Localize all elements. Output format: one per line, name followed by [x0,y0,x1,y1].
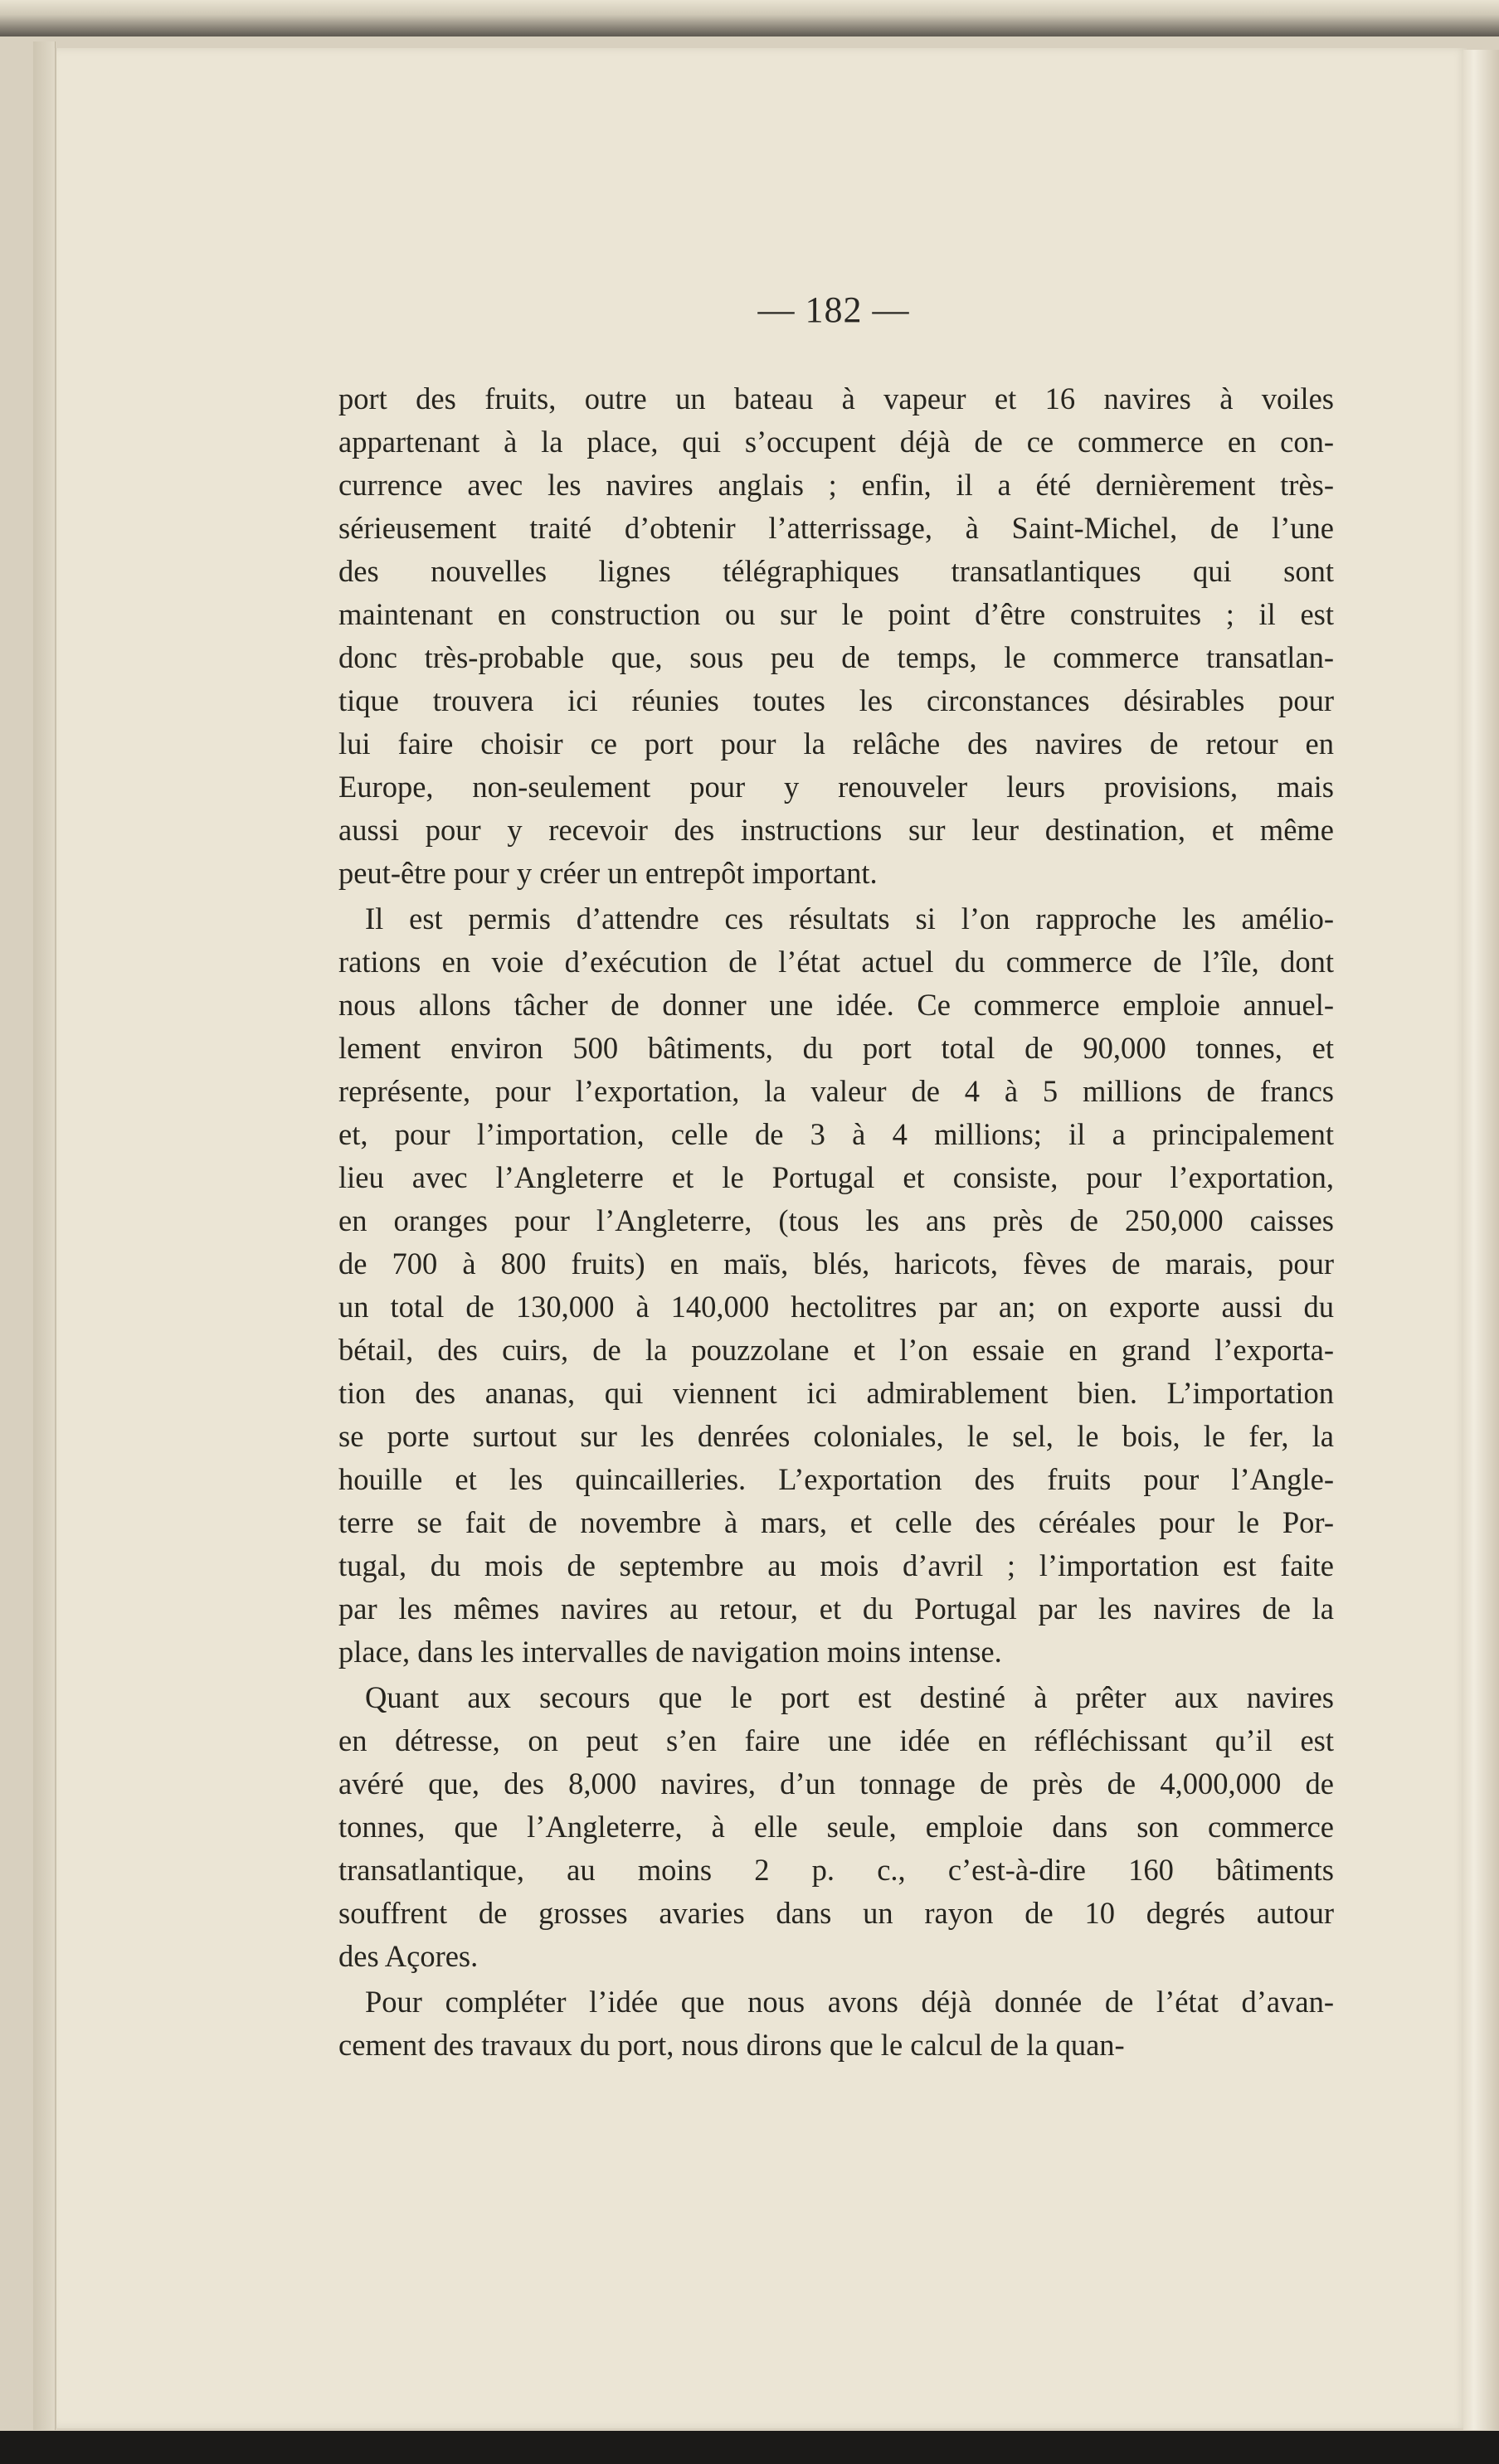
text-line: terre se fait de novembre à mars, et celle des céréales pour le Por- [338,1505,1334,1539]
scan-bottom-edge [0,2431,1499,2464]
page-number: — 182 — [757,289,910,330]
page-edge-left [33,41,56,2430]
text-line: lement environ 500 bâtiments, du port total de 90,000 tonnes, et [338,1031,1334,1065]
text-line: se porte surtout sur les denrées coloniales, le sel, le bois, le fer, la [338,1419,1334,1453]
text-line: donc très-probable que, sous peu de temps, le commerce transatlan- [338,640,1334,674]
text-line: tonnes, que l’Angleterre, à elle seule, emploie dans son commerce [338,1810,1334,1844]
text-line: de 700 à 800 fruits) en maïs, blés, haricots, fèves de marais, pour [338,1247,1334,1281]
scan-top-edge [0,0,1499,36]
text-line: et, pour l’importation, celle de 3 à 4 millions; il a principalement [338,1117,1334,1151]
text-line: en détresse, on peut s’en faire une idée en réfléchissant qu’il est [338,1723,1334,1757]
text-line: rations en voie d’exécution de l’état actuel du commerce de l’île, dont [338,945,1334,979]
text-line: peut-être pour y créer un entrepôt important. [338,856,878,890]
text-line: Quant aux secours que le port est destiné à prêter aux navires [365,1680,1334,1714]
text-line: Pour compléter l’idée que nous avons déjà donnée de l’état d’avan- [365,1985,1334,2019]
text-line: maintenant en construction ou sur le point d’être construites ; il est [338,597,1334,631]
text-line: sérieusement traité d’obtenir l’atterrissage, à Saint-Michel, de l’une [338,511,1334,545]
text-line: place, dans les intervalles de navigation moins intense. [338,1635,1002,1669]
text-line: des nouvelles lignes télégraphiques transatlantiques qui sont [338,554,1334,588]
paragraph [338,1980,1334,2067]
paragraph [338,1676,1334,1978]
text-line: par les mêmes navires au retour, et du Portugal par les navires de la [338,1592,1334,1626]
page-edge-right [1463,50,1499,2430]
text-line: représente, pour l’exportation, la valeur de 4 à 5 millions de francs [338,1074,1334,1108]
text-line: houille et les quincailleries. L’exportation des fruits pour l’Angle- [338,1462,1334,1496]
paragraph [338,897,1334,1674]
text-line: tugal, du mois de septembre au mois d’avril ; l’importation est faite [338,1548,1334,1582]
text-line: souffrent de grosses avaries dans un rayon de 10 degrés autour [338,1896,1334,1930]
text-line: lui faire choisir ce port pour la relâche des navires de retour en [338,727,1334,761]
text-line: un total de 130,000 à 140,000 hectolitres par an; on exporte aussi du [338,1290,1334,1324]
text-line: port des fruits, outre un bateau à vapeur et 16 navires à voiles [338,382,1334,416]
paragraph [338,377,1334,895]
text-line: currence avec les navires anglais ; enfin, il a été dernièrement très- [338,468,1334,502]
text-line: tique trouvera ici réunies toutes les circonstances désirables pour [338,683,1334,717]
text-line: Il est permis d’attendre ces résultats si l’on rapproche les amélio- [365,902,1334,936]
text-line: nous allons tâcher de donner une idée. Ce commerce emploie annuel- [338,988,1334,1022]
text-line: aussi pour y recevoir des instructions sur leur destination, et même [338,813,1334,847]
text-line: transatlantique, au moins 2 p. c., c’est-à-dire 160 bâtiments [338,1853,1334,1887]
body-text [338,377,1334,2069]
text-line: Europe, non-seulement pour y renouveler leurs provisions, mais [338,770,1334,804]
text-line: lieu avec l’Angleterre et le Portugal et consiste, pour l’exportation, [338,1160,1334,1194]
text-line: tion des ananas, qui viennent ici admirablement bien. L’importation [338,1376,1334,1410]
text-line: appartenant à la place, qui s’occupent déjà de ce commerce en con- [338,425,1334,459]
text-line: des Açores. [338,1939,479,1973]
text-line: bétail, des cuirs, de la pouzzolane et l’on essaie en grand l’exporta- [338,1333,1334,1367]
text-line: avéré que, des 8,000 navires, d’un tonnage de près de 4,000,000 de [338,1767,1334,1801]
text-line: en oranges pour l’Angleterre, (tous les ans près de 250,000 caisses [338,1203,1334,1237]
text-line: cement des travaux du port, nous dirons que le calcul de la quan- [338,2028,1125,2062]
